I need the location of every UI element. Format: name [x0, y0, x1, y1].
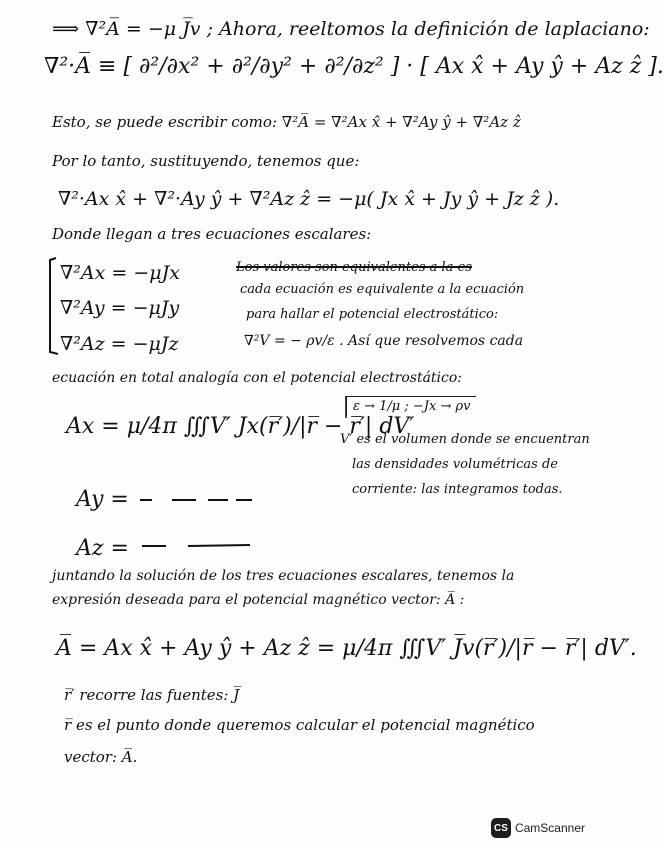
- line-analogy: ecuación en total analogía con el potencial electrostático:: [52, 370, 463, 386]
- note-volume-2: las densidades volumétricas de: [352, 457, 558, 472]
- line-substitution: ∇²·Ax x̂ + ∇²·Ay ŷ + ∇²Az ẑ = −μ( Jx x̂ + Jy ŷ + Jz ẑ ).: [58, 188, 560, 210]
- note-vector: vector: A̅.: [64, 748, 138, 766]
- boxed-substitution: ε → 1/μ ; −Jx → ρv: [346, 396, 476, 416]
- line-desired-expression: expresión deseada para el potencial magnético vector: A̅ :: [52, 592, 465, 608]
- struck-out-text: Los valores son equivalentes a la es: [236, 260, 472, 275]
- equation-vector-potential: A̅ = Ax x̂ + Ay ŷ + Az ẑ = μ/4π ∭V′ J̅v(r̅′)/|r̅ − r̅′| dV′.: [56, 636, 637, 661]
- az-dash-2: [188, 545, 250, 546]
- note-r: r̅ es el punto donde queremos calcular el potencial magnético: [64, 716, 535, 734]
- equation-z: ∇²Az = −μJz: [60, 333, 179, 355]
- equation-az: Az =: [76, 536, 129, 561]
- line-laplacian-intro: ⟹ ∇²A̅ = −μ J̅v ; Ahora, reeltomos la definición de laplaciano:: [52, 18, 650, 40]
- equation-x: ∇²Ax = −μJx: [60, 262, 180, 284]
- note-poisson: ∇²V = − ρv/ε . Así que resolvemos cada: [244, 333, 524, 349]
- note-volume-1: V′ es el volumen donde se encuentran: [340, 432, 590, 447]
- line-laplacian-definition: ∇²·A̅ ≡ [ ∂²/∂x² + ∂²/∂y² + ∂²/∂z² ] · [ Ax x̂ + Ay ŷ + Az ẑ ].: [44, 54, 664, 79]
- note-r-prime: r̅′ recorre las fuentes: J̅: [64, 686, 240, 704]
- line-written-as: Esto, se puede escribir como: ∇²A̅ = ∇²Ax x̂ + ∇²Ay ŷ + ∇²Az ẑ: [52, 113, 521, 131]
- note-volume-3: corriente: las integramos todas.: [352, 482, 563, 497]
- camscanner-brand: CamScanner: [514, 821, 585, 835]
- line-joining-solutions: juntando la solución de los tres ecuaciones escalares, tenemos la: [52, 568, 515, 584]
- equation-y: ∇²Ay = −μJy: [60, 297, 180, 319]
- line-three-scalar-eqs: Donde llegan a tres ecuaciones escalares:: [52, 225, 372, 243]
- system-brace: [50, 258, 58, 354]
- note-equivalent: cada ecuación es equivalente a la ecuación: [240, 282, 525, 297]
- camscanner-watermark: [491, 818, 585, 838]
- equation-ay: Ay =: [76, 487, 129, 512]
- equation-ax-solution: Ax = μ/4π ∭V′ Jx(r̅′)/|r̅ − r̅′| dV′: [66, 414, 415, 439]
- camscanner-logo: CS: [491, 818, 511, 838]
- line-therefore: Por lo tanto, sustituyendo, tenemos que:: [52, 152, 360, 170]
- note-electrostatic: para hallar el potencial electrostático:: [246, 307, 499, 322]
